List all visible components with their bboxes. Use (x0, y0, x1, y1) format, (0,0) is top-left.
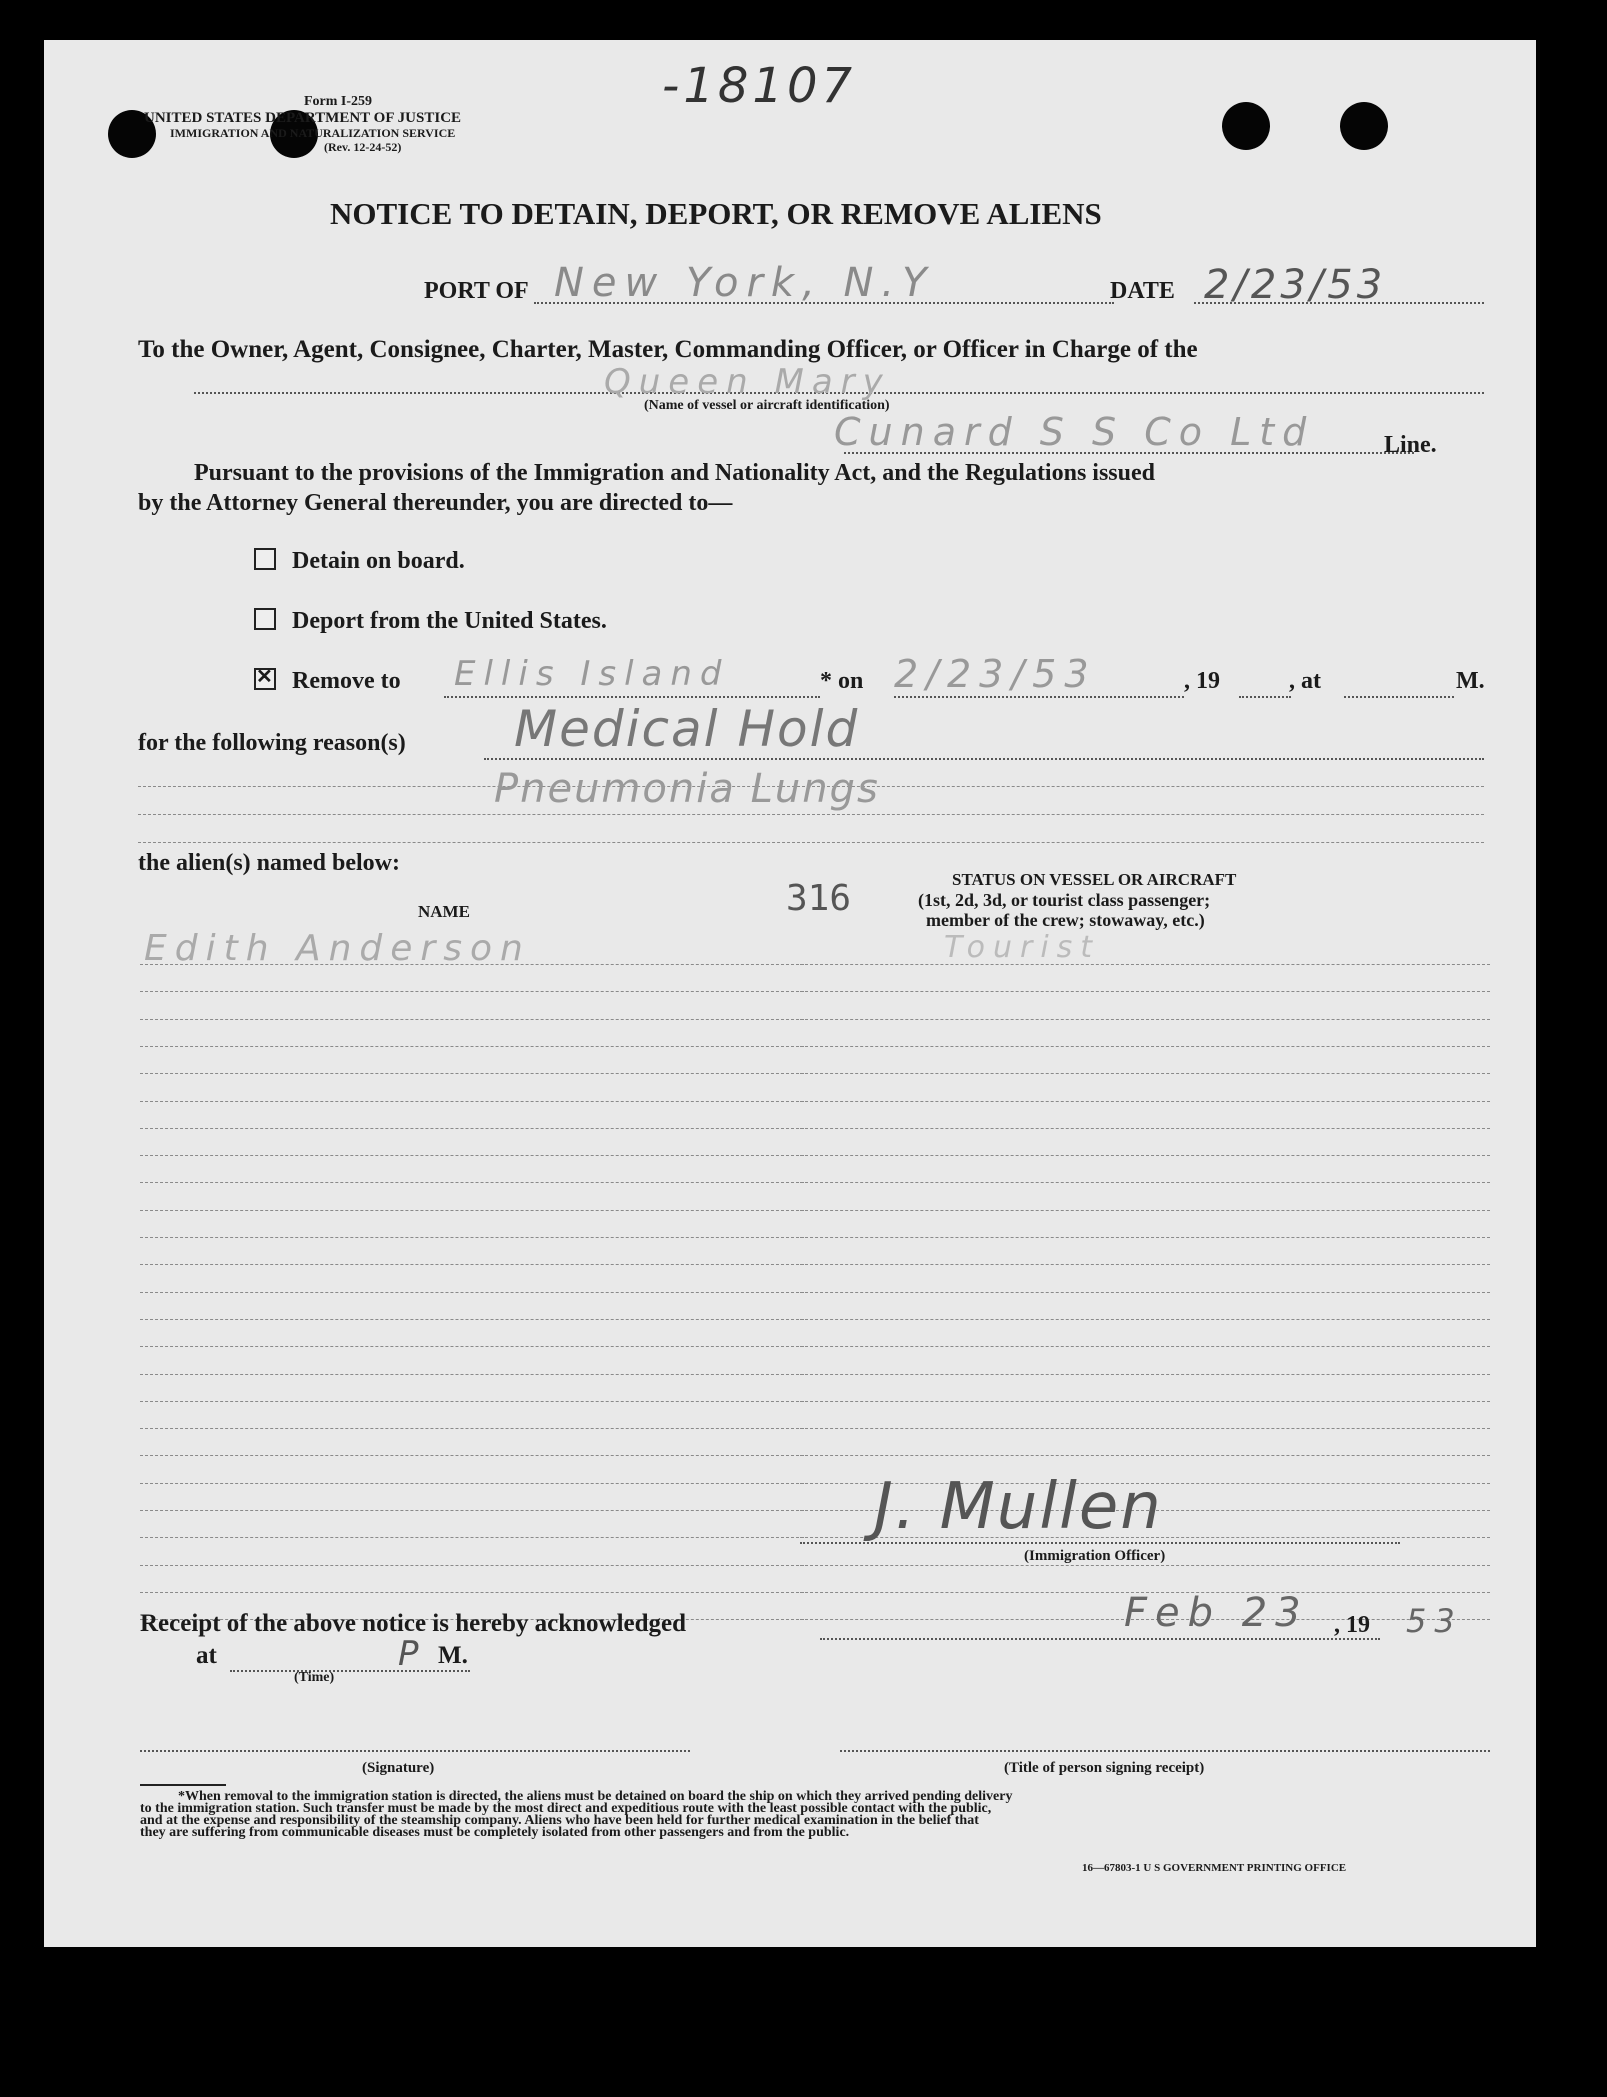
remove-year-prefix: , 19 (1184, 668, 1220, 694)
option-deport (254, 608, 607, 635)
receipt-date-line (820, 1638, 1380, 1640)
alien-name-row-line (140, 1128, 804, 1129)
alien-name-row-line (140, 1565, 804, 1566)
alien-status-row-line (800, 1019, 1490, 1020)
alien-status-row-line (800, 1046, 1490, 1047)
alien-status-row-line (800, 1374, 1490, 1375)
receipt-m: M. (438, 1642, 468, 1669)
alien-status-row-line (800, 1264, 1490, 1265)
alien-name: Edith Anderson (144, 928, 531, 969)
code-stamp: 316 (786, 878, 852, 919)
alien-status: Tourist (944, 930, 1101, 965)
detain-checkbox[interactable] (254, 548, 276, 570)
reasons-line-4 (138, 842, 1484, 843)
date-value: 2/23/53 (1204, 262, 1387, 308)
alien-status-row-line (800, 1210, 1490, 1211)
signature-caption: (Signature) (362, 1760, 435, 1776)
port-value: New York, N.Y (554, 260, 935, 306)
footnote-2: to the immigration station. Such transfer must be made by the most direct and expeditious route with the least possible contact with the public, (140, 1801, 992, 1816)
remove-label: Remove to (292, 668, 401, 694)
alien-name-row-line (140, 1319, 804, 1320)
time-caption: (Time) (294, 1670, 335, 1685)
alien-name-row-line (140, 1264, 804, 1265)
alien-name-row-line (140, 1292, 804, 1293)
alien-name-row-line (140, 1155, 804, 1156)
pursuant-line-2: by the Attorney General thereunder, you are directed to— (138, 490, 733, 516)
alien-status-row-line (800, 1155, 1490, 1156)
remove-m: M. (1456, 668, 1485, 694)
pursuant-line-1: Pursuant to the provisions of the Immigration and Nationality Act, and the Regulations issued (194, 460, 1155, 486)
reasons-line-3 (138, 814, 1484, 815)
receipt-text: Receipt of the above notice is hereby acknowledged (140, 1610, 687, 1637)
status-header-1: STATUS ON VESSEL OR AIRCRAFT (952, 870, 1237, 889)
alien-status-row-line (800, 1319, 1490, 1320)
revision-line: (Rev. 12-24-52) (324, 140, 402, 154)
print-info: 16—67803-1 U S GOVERNMENT PRINTING OFFICE (1082, 1862, 1347, 1874)
remove-place: Ellis Island (454, 654, 730, 694)
title-line (840, 1750, 1490, 1752)
alien-status-row-line (800, 1346, 1490, 1347)
alien-name-row-line (140, 1428, 804, 1429)
punch-hole-right-2 (1340, 102, 1388, 150)
receipt-date: Feb 23 (1124, 1590, 1309, 1636)
status-header-3: member of the crew; stowaway, etc.) (926, 910, 1205, 930)
alien-name-row-line (140, 1073, 804, 1074)
remove-at: , at (1289, 668, 1321, 694)
alien-name-row-line (140, 1374, 804, 1375)
alien-name-row-line (140, 991, 804, 992)
alien-name-row-line (140, 1592, 804, 1593)
date-label: DATE (1110, 278, 1175, 304)
alien-status-row-line (800, 1455, 1490, 1456)
signature-line (140, 1750, 690, 1752)
alien-status-row-line (800, 1237, 1490, 1238)
vessel-value: Queen Mary (604, 362, 891, 402)
to-line: To the Owner, Agent, Consignee, Charter, Master, Commanding Officer, or Officer in Charge of the (138, 336, 1198, 363)
alien-name-row-line (140, 1483, 804, 1484)
check-mark-icon: ✕ (256, 666, 273, 688)
alien-status-row-line (800, 1073, 1490, 1074)
detain-label: Detain on board. (292, 548, 465, 574)
remove-place-line (444, 696, 820, 698)
remove-time-line (1344, 696, 1454, 698)
file-number: -18107 (662, 58, 857, 114)
status-header-2: (1st, 2d, 3d, or tourist class passenger; (918, 890, 1211, 910)
alien-status-row-line (800, 1292, 1490, 1293)
alien-name-row-line (140, 1101, 804, 1102)
form-page (44, 40, 1536, 1947)
alien-name-row-line (140, 1182, 804, 1183)
alien-name-row-line (140, 1455, 804, 1456)
alien-status-row-line (800, 1182, 1490, 1183)
alien-name-row-line (140, 1401, 804, 1402)
line-suffix: Line. (1384, 432, 1437, 458)
officer-caption: (Immigration Officer) (1024, 1548, 1166, 1564)
form-number: Form I-259 (304, 94, 373, 109)
punch-hole-right (1222, 102, 1270, 150)
department-line: UNITED STATES DEPARTMENT OF JUSTICE (144, 110, 462, 126)
page-title: NOTICE TO DETAIN, DEPORT, OR REMOVE ALIENS (330, 196, 1102, 231)
port-label: PORT OF (424, 278, 529, 304)
receipt-time: P (398, 1634, 427, 1674)
alien-status-row-line (800, 964, 1490, 965)
footnote-3: and at the expense and responsibility of the steamship company. Aliens who have been held for further medical examination in the belief that (140, 1813, 979, 1828)
remove-year-line (1239, 696, 1291, 698)
option-remove (254, 668, 401, 695)
deport-label: Deport from the United States. (292, 608, 607, 634)
alien-name-row-line (140, 1046, 804, 1047)
footnote-rule (140, 1784, 226, 1786)
vessel-caption: (Name of vessel or aircraft identification) (644, 398, 890, 413)
alien-name-row-line (140, 1019, 804, 1020)
alien-name-row-line (140, 1346, 804, 1347)
alien-status-row-line (800, 991, 1490, 992)
option-detain (254, 548, 465, 575)
reasons-line-1 (484, 758, 1484, 760)
alien-name-row-line (140, 1510, 804, 1511)
alien-status-row-line (800, 1101, 1490, 1102)
line-value: Cunard S S Co Ltd (834, 410, 1315, 454)
title-caption: (Title of person signing receipt) (1004, 1760, 1205, 1776)
alien-name-row-line (140, 1210, 804, 1211)
alien-status-row-line (800, 1401, 1490, 1402)
footnote-4: they are suffering from communicable diseases must be completely isolated from other passengers and from the public. (140, 1825, 850, 1840)
receipt-year-suffix: 53 (1406, 1602, 1463, 1640)
remove-date-line (894, 696, 1184, 698)
alien-status-row-line (800, 1128, 1490, 1129)
footnote-1: *When removal to the immigration station is directed, the aliens must be detained on board the ship on which they arrived pending delivery (178, 1789, 1013, 1804)
alien-name-row-line (140, 1537, 804, 1538)
alien-name-row-line (140, 964, 804, 965)
reason-2: Pneumonia Lungs (494, 766, 880, 812)
reason-1: Medical Hold (514, 700, 860, 758)
receipt-at: at (196, 1642, 217, 1669)
receipt-year-prefix: , 19 (1334, 1612, 1370, 1638)
remove-on: * on (820, 668, 864, 694)
alien-status-row-line (800, 1428, 1490, 1429)
aliens-label: the alien(s) named below: (138, 850, 400, 876)
reasons-label: for the following reason(s) (138, 730, 406, 756)
alien-name-row-line (140, 1237, 804, 1238)
remove-checkbox[interactable] (254, 668, 276, 690)
remove-date: 2/23/53 (894, 652, 1097, 696)
service-line: IMMIGRATION AND NATURALIZATION SERVICE (170, 126, 456, 140)
deport-checkbox[interactable] (254, 608, 276, 630)
officer-signature: J. Mullen (874, 1470, 1163, 1544)
receipt-time-line (230, 1670, 470, 1672)
name-header: NAME (418, 902, 470, 921)
